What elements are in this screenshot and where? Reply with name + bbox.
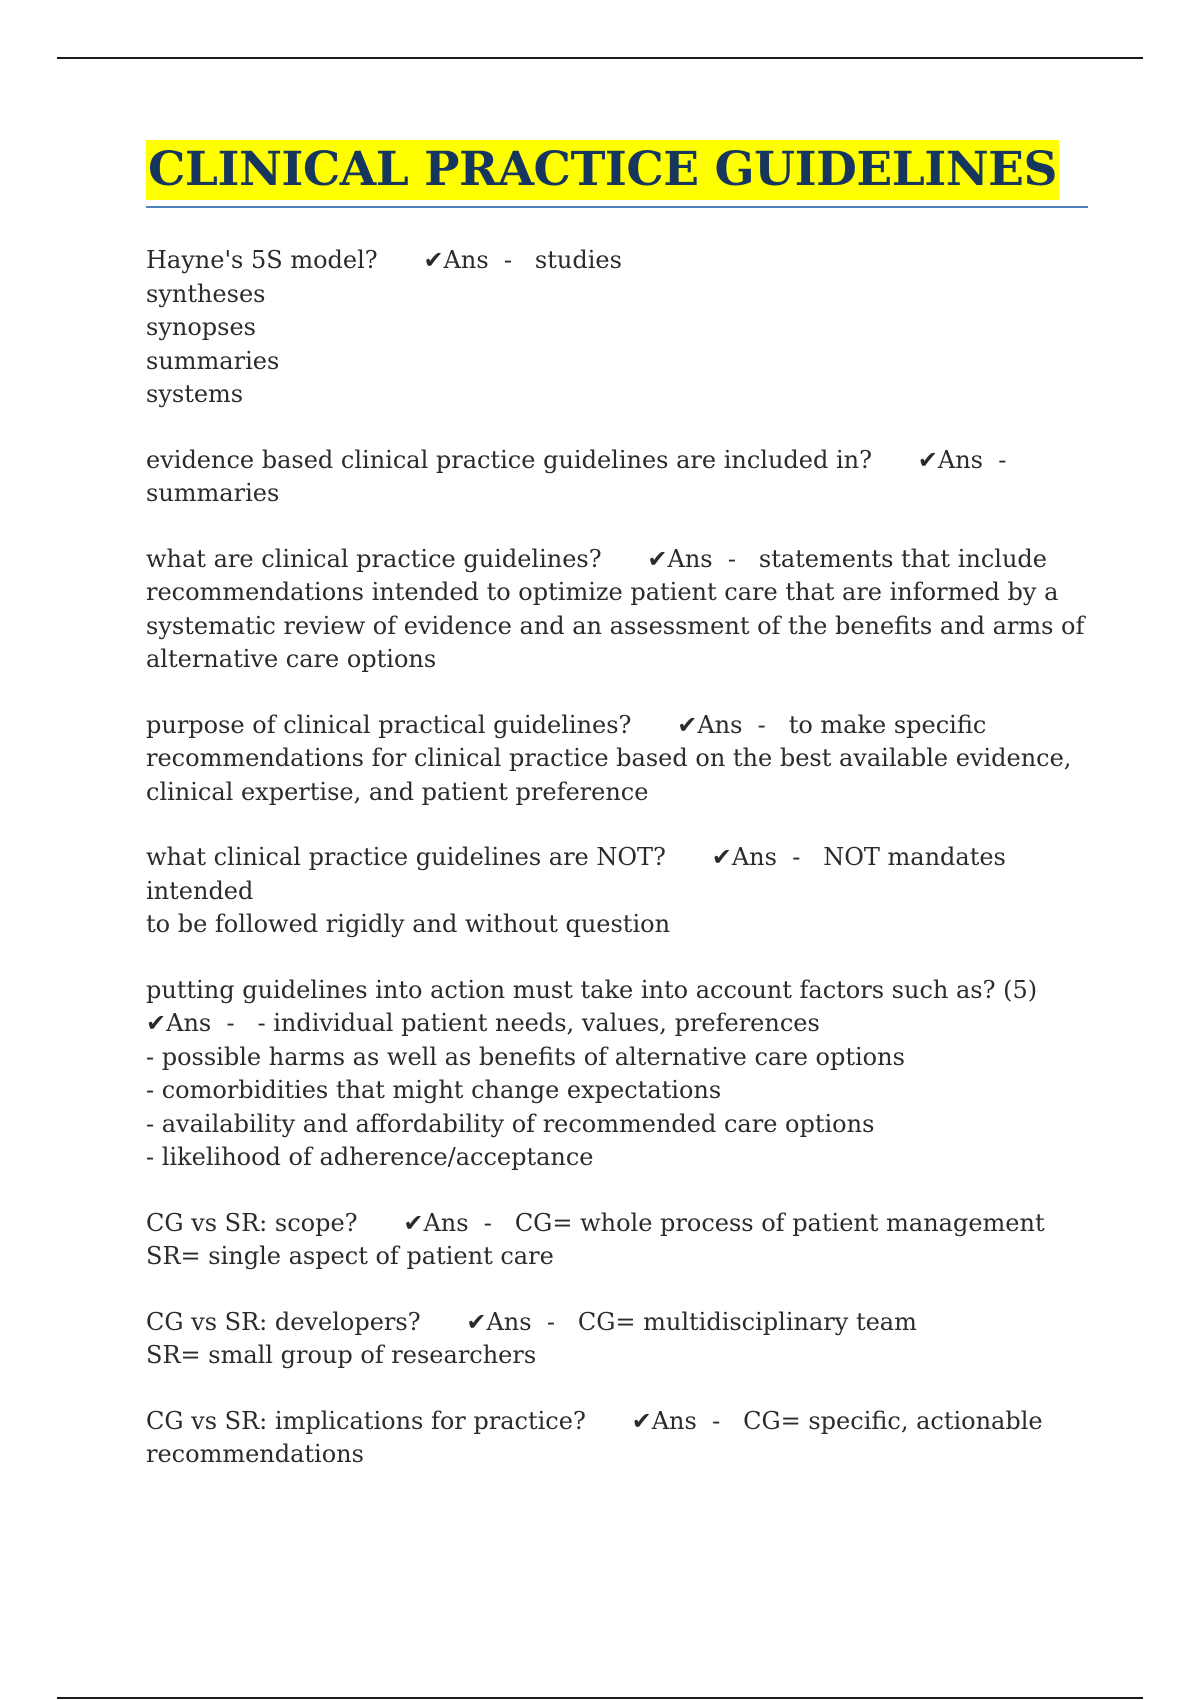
answer-marker: ✔Ans (631, 1406, 697, 1435)
answer-text: statements that include recommendations intended to optimize patient care that are informed by a systematic review of evidence and an assessment of the benefits and arms of alternative care options (146, 544, 1085, 673)
answer-marker: ✔Ans (403, 1208, 469, 1237)
question-text: CG vs SR: implications for practice? (146, 1406, 586, 1435)
answer-marker: ✔Ans (423, 246, 489, 274)
qa-item: CG vs SR: implications for practice? ✔Ans - CG= specific, actionable recommendations (146, 1406, 1043, 1468)
qa-item: what are clinical practice guidelines? ✔Ans - statements that include recommendations intended to optimize patient care that are informed by a systematic review of evidence and an assessment of the benefits and arms of alternative care options (146, 544, 1085, 673)
qa-item: evidence based clinical practice guidelines are included in? ✔Ans - summaries (146, 445, 1022, 507)
document-body (146, 140, 1088, 1504)
answer-text: CG= whole process of patient management SR= single aspect of patient care (146, 1208, 1045, 1270)
question-text: what clinical practice guidelines are NOT? (146, 843, 666, 871)
answer-text: NOT mandates intended to be followed rigidly and without question (146, 843, 1006, 938)
answer-text: - individual patient needs, values, preferences - possible harms as well as benefits of alternative care options - comorbidities that might change expectations - availability and affordability of recommended care options - likelihood of adherence/acceptance (146, 1009, 905, 1171)
qa-item: purpose of clinical practical guidelines? ✔Ans - to make specific recommendations for clinical practice based on the best available evidence, clinical expertise, and patient preference (146, 710, 1072, 806)
question-text: purpose of clinical practical guidelines? (146, 710, 632, 739)
bottom-rule (57, 1697, 1143, 1699)
document-title: CLINICAL PRACTICE GUIDELINES (146, 140, 1059, 200)
answer-marker: ✔Ans (647, 544, 713, 573)
qa-item: putting guidelines into action must take into account factors such as? (5) ✔Ans - - individual patient needs, values, preferences - possible harms as well as benefits of alternative care options - comorbidities that might change expectations - availability and affordability of recommended care options - likelihood of adherence/acceptance (146, 975, 1038, 1171)
answer-text: CG= specific, actionable recommendations (146, 1406, 1043, 1468)
question-text: Hayne's 5S model? (146, 246, 378, 274)
answer-text: summaries (146, 479, 280, 507)
answer-text: to make specific recommendations for clinical practice based on the best available evidence, clinical expertise, and patient preference (146, 710, 1072, 806)
question-text: CG vs SR: developers? (146, 1307, 421, 1336)
question-text: what are clinical practice guidelines? (146, 544, 602, 573)
answer-marker: ✔Ans (917, 445, 983, 474)
question-text: putting guidelines into action must take into account factors such as? (5) (146, 975, 1038, 1004)
question-text: evidence based clinical practice guidelines are included in? (146, 445, 872, 474)
qa-item: Hayne's 5S model? ✔Ans - studies syntheses synopses summaries systems (146, 246, 622, 408)
qa-item: CG vs SR: developers? ✔Ans - CG= multidisciplinary team SR= small group of researchers (146, 1307, 917, 1369)
answer-marker: ✔Ans (677, 710, 743, 739)
qa-item: CG vs SR: scope? ✔Ans - CG= whole process of patient management SR= single aspect of patient care (146, 1208, 1045, 1270)
answer-marker: ✔Ans (146, 1009, 212, 1037)
answer-marker: ✔Ans (711, 843, 777, 871)
answer-text: studies syntheses synopses summaries systems (146, 246, 622, 408)
title-block (146, 140, 1088, 208)
qa-item: what clinical practice guidelines are NOT? ✔Ans - NOT mandates intended to be followed rigidly and without question (146, 841, 1088, 942)
question-text: CG vs SR: scope? (146, 1208, 358, 1237)
answer-marker: ✔Ans (466, 1307, 532, 1336)
answer-text: CG= multidisciplinary team SR= small group of researchers (146, 1307, 917, 1369)
top-rule (57, 57, 1143, 59)
